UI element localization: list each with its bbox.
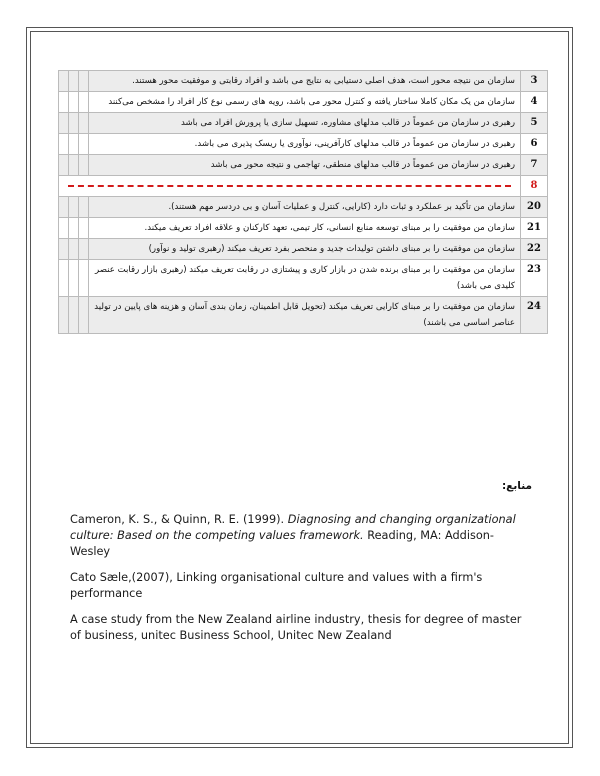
answer-cell[interactable] <box>79 197 89 218</box>
reference-entry <box>70 512 532 560</box>
answer-cell[interactable] <box>79 218 89 239</box>
row-number: 20 <box>521 197 548 218</box>
answer-cell[interactable] <box>79 239 89 260</box>
row-number: 4 <box>521 92 548 113</box>
table-row <box>59 239 548 260</box>
row-statement: سازمان من موفقیت را بر مبنای کارایی تعریف میکند (تحویل قابل اطمینان، زمان بندی آسان و هزینه های پایین در تولید عناصر اساسی می باشند) <box>89 297 521 334</box>
answer-cell[interactable] <box>59 197 69 218</box>
answer-cell[interactable] <box>59 218 69 239</box>
table-row <box>59 197 548 218</box>
answer-cell[interactable] <box>69 239 79 260</box>
answer-cell[interactable] <box>79 92 89 113</box>
answer-cell[interactable] <box>59 297 69 334</box>
answer-cell[interactable] <box>69 71 79 92</box>
row-number: 6 <box>521 134 548 155</box>
row-statement: سازمان من نتیجه محور است، هدف اصلی دستیابی به نتایج می باشد و افراد رقابتی و موفقیت محور هستند. <box>89 71 521 92</box>
answer-cell[interactable] <box>69 113 79 134</box>
reference-title: Diagnosing and changing organizational culture: Based on the competing values framework. <box>70 513 516 542</box>
answer-cell[interactable] <box>59 260 69 297</box>
answer-cell[interactable] <box>59 113 69 134</box>
table-row <box>59 218 548 239</box>
answer-cell[interactable] <box>69 297 79 334</box>
row-statement: سازمان من تأکید بر عملکرد و ثبات دارد (کارایی، کنترل و عملیات آسان و بی دردسر مهم هستند). <box>89 197 521 218</box>
answer-cell[interactable] <box>79 297 89 334</box>
references-section <box>70 480 532 654</box>
answer-cell[interactable] <box>69 260 79 297</box>
row-number: 22 <box>521 239 548 260</box>
row-number: 21 <box>521 218 548 239</box>
table-row <box>59 92 548 113</box>
table-row <box>59 260 548 297</box>
table-row <box>59 155 548 176</box>
reference-publisher: Reading, MA: Addison-Wesley <box>70 529 495 558</box>
row-statement: سازمان من موفقیت را بر مبنای برنده شدن در بازار کاری و پیشتازی در رقابت تعریف میکند (رهبری بازار رقابت عنصر کلیدی می باشد) <box>89 260 521 297</box>
answer-cell[interactable] <box>59 155 69 176</box>
answer-cell[interactable] <box>79 113 89 134</box>
answer-cell[interactable] <box>69 218 79 239</box>
row-statement: رهبری در سازمان من عموماً در قالب مدلهای مشاوره، تسهیل سازی یا پرورش افراد می باشد <box>89 113 521 134</box>
answer-cell[interactable] <box>69 155 79 176</box>
answer-cell[interactable] <box>69 134 79 155</box>
table-row <box>59 113 548 134</box>
reference-entry: Cato Sæle,(2007), Linking organisational culture and values with a firm's performance <box>70 571 483 600</box>
answer-cell[interactable] <box>79 71 89 92</box>
row-number: 5 <box>521 113 548 134</box>
answer-cell[interactable] <box>59 92 69 113</box>
answer-cell[interactable] <box>69 197 79 218</box>
row-statement: سازمان من موفقیت را بر مبنای داشتن تولیدات جدید و منحصر بفرد تعریف میکند (رهبری تولید و نوآور) <box>89 239 521 260</box>
references-heading: منابع: <box>501 480 532 492</box>
row-number: 3 <box>521 71 548 92</box>
row-number: 24 <box>521 297 548 334</box>
separator-row <box>59 176 548 197</box>
row-number: 23 <box>521 260 548 297</box>
row-statement: سازمان من موفقیت را بر مبنای توسعه منابع انسانی، کار تیمی، تعهد کارکنان و علاقه افراد تعریف میکند. <box>89 218 521 239</box>
answer-cell[interactable] <box>59 71 69 92</box>
answer-cell[interactable] <box>79 134 89 155</box>
table-row <box>59 71 548 92</box>
row-statement: رهبری در سازمان من عموماً در قالب مدلهای منطقی، تهاجمی و نتیجه محور می باشد <box>89 155 521 176</box>
answer-cell[interactable] <box>69 92 79 113</box>
answer-cell[interactable] <box>59 239 69 260</box>
reference-authors: Cameron, K. S., & Quinn, R. E. (1999). <box>70 513 285 526</box>
row-statement: سازمان من یک مکان کاملا ساختار یافته و کنترل محور می باشد، رویه های رسمی نوع کار افراد را مشخص می‌کنند <box>89 92 521 113</box>
answer-cell[interactable] <box>59 134 69 155</box>
table-row <box>59 134 548 155</box>
row-number: 8 <box>521 176 548 197</box>
dashed-separator <box>59 176 521 197</box>
reference-entry: A case study from the New Zealand airline industry, thesis for degree of master of business, unitec Business School, Unitec New Zealand <box>70 613 522 642</box>
row-number: 7 <box>521 155 548 176</box>
answer-cell[interactable] <box>79 155 89 176</box>
questionnaire-table <box>58 70 548 334</box>
answer-cell[interactable] <box>79 260 89 297</box>
table-row <box>59 297 548 334</box>
row-statement: رهبری در سازمان من عموماً در قالب مدلهای کارآفرینی، نوآوری یا ریسک پذیری می باشد. <box>89 134 521 155</box>
